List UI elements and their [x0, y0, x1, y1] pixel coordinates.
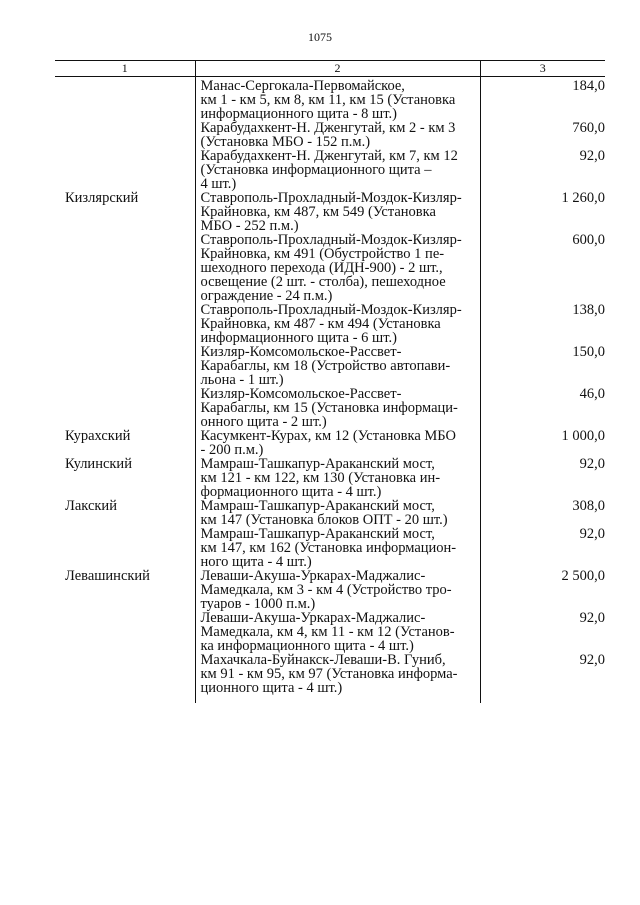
object-description-cell: [195, 149, 480, 191]
table-row: [55, 345, 605, 387]
object-description-line: (Установка информационного щита –: [200, 162, 432, 178]
object-description-line: формационного щита - 4 шт.): [200, 484, 382, 500]
object-description-cell: [195, 429, 480, 457]
table-row: [55, 653, 605, 703]
district-cell: [55, 233, 195, 303]
amount-cell: 1 260,0: [561, 190, 605, 206]
amount-cell: 600,0: [572, 232, 605, 248]
table-row: [55, 191, 605, 233]
district-cell: [55, 611, 195, 653]
table-body: [55, 77, 605, 704]
object-description-line: освещение (2 шт. - столба), пешеходное: [200, 274, 446, 290]
object-description-line: Манас-Сергокала-Первомайское,: [200, 78, 405, 94]
object-description-cell: [195, 499, 480, 527]
amount-cell: 46,0: [579, 386, 605, 402]
table-row: [55, 303, 605, 345]
object-description-line: Мамедкала, км 4, км 11 - км 12 (Установ-: [200, 624, 455, 640]
object-description-line: Крайновка, км 491 (Обустройство 1 пе-: [200, 246, 445, 262]
amount-cell: 138,0: [572, 302, 605, 318]
amount-cell: 92,0: [579, 652, 605, 668]
column-header-2: 2: [195, 61, 480, 77]
district-cell: Кизлярский: [65, 190, 139, 206]
object-description-line: км 147, км 162 (Установка информацион-: [200, 540, 457, 556]
object-description-cell: [195, 611, 480, 653]
amount-cell: 760,0: [572, 120, 605, 136]
amount-cell: 308,0: [572, 498, 605, 514]
object-description-line: Касумкент-Курах, км 12 (Установка МБО: [200, 428, 456, 444]
column-header-1: 1: [55, 61, 195, 77]
object-description-line: ционного щита - 4 шт.): [200, 680, 343, 696]
object-description-line: Ставрополь-Прохладный-Моздок-Кизляр-: [200, 190, 462, 206]
district-cell: [55, 149, 195, 191]
object-description-cell: [195, 653, 480, 703]
object-description-line: информационного щита - 8 шт.): [200, 106, 397, 122]
table-row: [55, 499, 605, 527]
table-row: [55, 429, 605, 457]
object-description-line: льона - 1 шт.): [200, 372, 284, 388]
object-description-line: Кизляр-Комсомольское-Рассвет-: [200, 386, 402, 402]
amount-cell: 1 000,0: [561, 428, 605, 444]
object-description-line: туаров - 1000 п.м.): [200, 596, 316, 612]
district-cell: Курахский: [65, 428, 131, 444]
object-description-line: Леваши-Акуша-Уркарах-Маджалис-: [200, 610, 426, 626]
object-description-line: Крайновка, км 487 - км 494 (Установка: [200, 316, 441, 332]
object-description-line: Ставрополь-Прохладный-Моздок-Кизляр-: [200, 302, 462, 318]
object-description-line: шеходного перехода (ИДН-900) - 2 шт.,: [200, 260, 443, 276]
object-description-cell: [195, 569, 480, 611]
table-row: [55, 527, 605, 569]
district-cell: Левашинский: [65, 568, 150, 584]
amount-cell: 2 500,0: [561, 568, 605, 584]
column-header-3: 3: [480, 61, 605, 77]
object-description-cell: [195, 191, 480, 233]
district-cell: [55, 121, 195, 149]
district-cell: [55, 653, 195, 703]
object-description-line: ного щита - 4 шт.): [200, 554, 312, 570]
object-description-line: Карабаглы, км 15 (Установка информаци-: [200, 400, 458, 416]
object-description-cell: [195, 345, 480, 387]
object-description-line: Мамраш-Ташкапур-Араканский мост,: [200, 456, 435, 472]
district-cell: [55, 387, 195, 429]
object-description-cell: [195, 527, 480, 569]
table-row: [55, 233, 605, 303]
amount-cell: 150,0: [572, 344, 605, 360]
object-description-line: Карабаглы, км 18 (Устройство автопави-: [200, 358, 451, 374]
object-description-line: км 147 (Установка блоков ОПТ - 20 шт.): [200, 512, 448, 528]
object-description-cell: [195, 77, 480, 122]
table-row: [55, 611, 605, 653]
object-description-line: Крайновка, км 487, км 549 (Установка: [200, 204, 436, 220]
object-description-cell: [195, 303, 480, 345]
object-description-line: МБО - 252 п.м.): [200, 218, 299, 234]
object-description-line: (Установка МБО - 152 п.м.): [200, 134, 371, 150]
object-description-line: км 91 - км 95, км 97 (Установка информа-: [200, 666, 458, 682]
amount-cell: 92,0: [579, 456, 605, 472]
amount-cell: 92,0: [579, 148, 605, 164]
object-description-line: информационного щита - 6 шт.): [200, 330, 397, 346]
table-header-row: [55, 61, 605, 77]
object-description-line: Ставрополь-Прохладный-Моздок-Кизляр-: [200, 232, 462, 248]
district-cell: [55, 345, 195, 387]
table-row: [55, 149, 605, 191]
district-cell: [55, 303, 195, 345]
object-description-line: Мамраш-Ташкапур-Араканский мост,: [200, 498, 435, 514]
object-description-line: Мамедкала, км 3 - км 4 (Устройство тро-: [200, 582, 452, 598]
table-row: [55, 121, 605, 149]
district-cell: [55, 77, 195, 122]
table-row: [55, 77, 605, 122]
page-number: 1075: [308, 30, 332, 44]
object-description-line: ка информационного щита - 4 шт.): [200, 638, 414, 654]
object-description-line: Мамраш-Ташкапур-Араканский мост,: [200, 526, 435, 542]
table-row: [55, 387, 605, 429]
object-description-line: 4 шт.): [200, 176, 237, 192]
object-description-line: Махачкала-Буйнакск-Леваши-В. Гуниб,: [200, 652, 446, 668]
amount-cell: 184,0: [572, 78, 605, 94]
object-description-cell: [195, 457, 480, 499]
document-table: [55, 60, 605, 703]
object-description-line: онного щита - 2 шт.): [200, 414, 327, 430]
table-row: [55, 569, 605, 611]
district-cell: Лакский: [65, 498, 117, 514]
amount-cell: 92,0: [579, 610, 605, 626]
object-description-line: Карабудахкент-Н. Дженгутай, км 2 - км 3: [200, 120, 456, 136]
object-description-line: Леваши-Акуша-Уркарах-Маджалис-: [200, 568, 426, 584]
object-description-cell: [195, 233, 480, 303]
object-description-line: км 1 - км 5, км 8, км 11, км 15 (Установка: [200, 92, 456, 108]
object-description-line: Карабудахкент-Н. Дженгутай, км 7, км 12: [200, 148, 458, 164]
object-description-line: - 200 п.м.): [200, 442, 264, 458]
object-description-line: Кизляр-Комсомольское-Рассвет-: [200, 344, 402, 360]
object-description-line: ограждение - 24 п.м.): [200, 288, 333, 304]
object-description-line: км 121 - км 122, км 130 (Установка ин-: [200, 470, 441, 486]
object-description-cell: [195, 387, 480, 429]
amount-cell: 92,0: [579, 526, 605, 542]
table-row: [55, 457, 605, 499]
district-cell: Кулинский: [65, 456, 132, 472]
district-cell: [55, 527, 195, 569]
object-description-cell: [195, 121, 480, 149]
